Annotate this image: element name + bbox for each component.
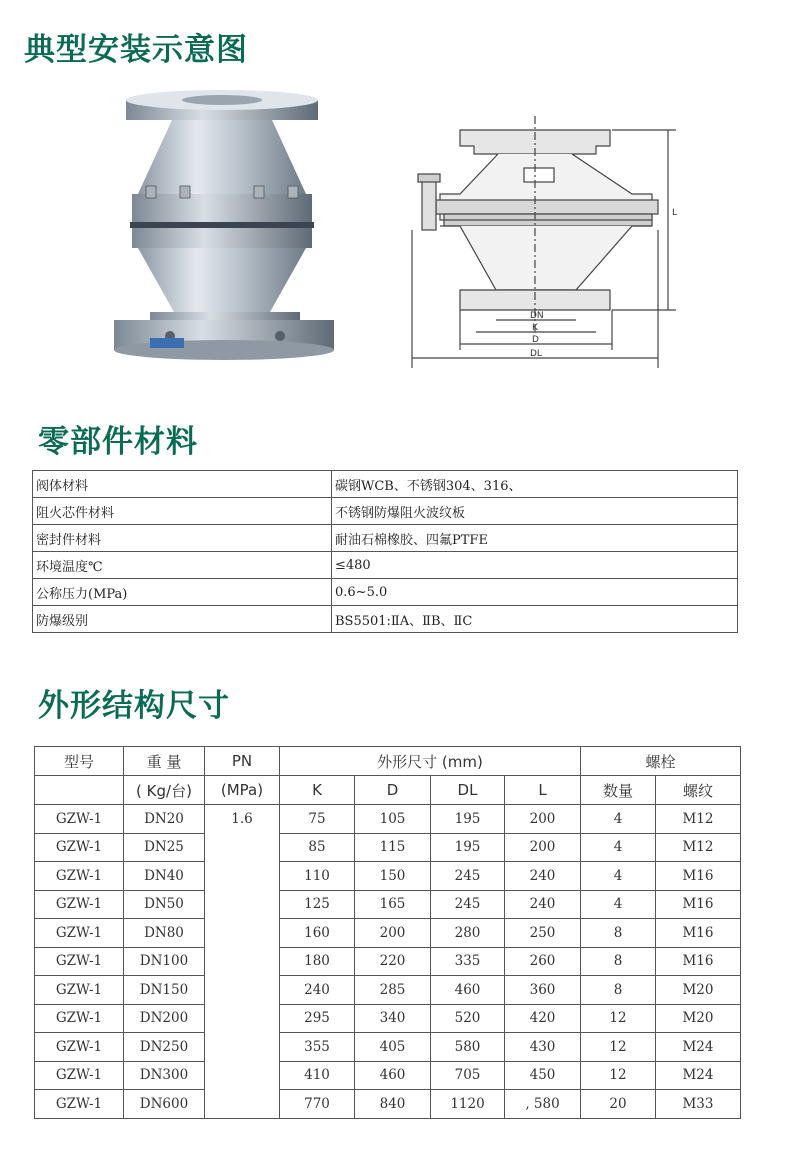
material-value: 碳钢WCB、不锈钢304、316、 <box>332 471 738 498</box>
cell-k: 770 <box>280 1090 355 1119</box>
cell-size: DN600 <box>124 1090 205 1119</box>
cell-k: 355 <box>280 1033 355 1062</box>
cell-k: 110 <box>280 862 355 891</box>
cell-model: GZW-1 <box>35 947 124 976</box>
cell-qty: 12 <box>581 1061 656 1090</box>
pn-cell: 1.6 <box>205 805 280 1119</box>
cell-d: 115 <box>355 833 431 862</box>
materials-title: 零部件材料 <box>38 424 198 460</box>
cell-dl: 280 <box>431 919 505 948</box>
cell-size: DN250 <box>124 1033 205 1062</box>
cell-dl: 245 <box>431 862 505 891</box>
table-row <box>35 805 741 834</box>
materials-row <box>33 579 738 606</box>
header-model: 型号 <box>35 747 124 776</box>
cell-model: GZW-1 <box>35 862 124 891</box>
cell-k: 295 <box>280 1004 355 1033</box>
cell-thread: M12 <box>656 805 741 834</box>
cell-size: DN80 <box>124 919 205 948</box>
cell-d: 285 <box>355 976 431 1005</box>
cell-d: 200 <box>355 919 431 948</box>
cell-thread: M16 <box>656 919 741 948</box>
cell-model: GZW-1 <box>35 805 124 834</box>
cell-d: 220 <box>355 947 431 976</box>
drawing-label-k: K <box>532 323 538 333</box>
cell-k: 85 <box>280 833 355 862</box>
dimensions-title: 外形结构尺寸 <box>38 688 230 724</box>
cell-d: 105 <box>355 805 431 834</box>
cell-model: GZW-1 <box>35 890 124 919</box>
material-value: BS5501:ⅡA、ⅡB、ⅡC <box>332 606 738 633</box>
drawing-label-l: L <box>672 208 678 218</box>
material-label: 防爆级别 <box>33 606 332 633</box>
header-weight-unit: ( Kg/台) <box>124 776 205 805</box>
cell-d: 405 <box>355 1033 431 1062</box>
cell-thread: M12 <box>656 833 741 862</box>
cell-size: DN50 <box>124 890 205 919</box>
header-outline: 外形尺寸 (mm) <box>280 747 581 776</box>
cell-model: GZW-1 <box>35 976 124 1005</box>
cell-l: 260 <box>505 947 581 976</box>
cell-dl: 520 <box>431 1004 505 1033</box>
cell-k: 125 <box>280 890 355 919</box>
cell-thread: M20 <box>656 976 741 1005</box>
cell-thread: M16 <box>656 947 741 976</box>
table-row <box>35 833 741 862</box>
header-thread: 螺纹 <box>656 776 741 805</box>
cell-qty: 12 <box>581 1004 656 1033</box>
header-model-empty <box>35 776 124 805</box>
materials-row <box>33 552 738 579</box>
cell-l: 450 <box>505 1061 581 1090</box>
dimensions-table <box>34 746 741 1119</box>
install-diagram-title: 典型安装示意图 <box>24 32 248 68</box>
flame-arrester-photo <box>110 86 340 376</box>
material-label: 环境温度℃ <box>33 552 332 579</box>
cell-qty: 20 <box>581 1090 656 1119</box>
cell-l: , 580 <box>505 1090 581 1119</box>
drawing-label-dn: DN <box>530 311 544 321</box>
materials-row <box>33 606 738 633</box>
cell-k: 180 <box>280 947 355 976</box>
cell-model: GZW-1 <box>35 1061 124 1090</box>
cell-qty: 4 <box>581 862 656 891</box>
material-value: 耐油石棉橡胶、四氟PTFE <box>332 525 738 552</box>
materials-table <box>32 470 738 633</box>
table-row <box>35 947 741 976</box>
section-drawing <box>400 110 700 385</box>
header-k: K <box>280 776 355 805</box>
cell-size: DN20 <box>124 805 205 834</box>
material-label: 公称压力(MPa) <box>33 579 332 606</box>
cell-size: DN200 <box>124 1004 205 1033</box>
cell-dl: 460 <box>431 976 505 1005</box>
header-l: L <box>505 776 581 805</box>
material-value: ≤480 <box>332 552 738 579</box>
cell-size: DN150 <box>124 976 205 1005</box>
cell-qty: 8 <box>581 919 656 948</box>
cell-qty: 4 <box>581 805 656 834</box>
cell-l: 420 <box>505 1004 581 1033</box>
cell-dl: 1120 <box>431 1090 505 1119</box>
cell-model: GZW-1 <box>35 1004 124 1033</box>
cell-thread: M20 <box>656 1004 741 1033</box>
cell-model: GZW-1 <box>35 919 124 948</box>
cell-d: 340 <box>355 1004 431 1033</box>
cell-size: DN40 <box>124 862 205 891</box>
cell-model: GZW-1 <box>35 1090 124 1119</box>
cell-dl: 580 <box>431 1033 505 1062</box>
cell-d: 840 <box>355 1090 431 1119</box>
cell-k: 75 <box>280 805 355 834</box>
drawing-label-d: D <box>532 335 539 345</box>
cell-dl: 335 <box>431 947 505 976</box>
header-dl: DL <box>431 776 505 805</box>
cell-k: 160 <box>280 919 355 948</box>
cell-dl: 245 <box>431 890 505 919</box>
header-weight: 重 量 <box>124 747 205 776</box>
header-d: D <box>355 776 431 805</box>
material-label: 阀体材料 <box>33 471 332 498</box>
cell-qty: 8 <box>581 976 656 1005</box>
cell-dl: 705 <box>431 1061 505 1090</box>
material-value: 0.6~5.0 <box>332 579 738 606</box>
cell-l: 360 <box>505 976 581 1005</box>
cell-qty: 4 <box>581 890 656 919</box>
cell-qty: 4 <box>581 833 656 862</box>
table-row <box>35 976 741 1005</box>
material-value: 不锈钢防爆阻火波纹板 <box>332 498 738 525</box>
cell-thread: M33 <box>656 1090 741 1119</box>
materials-row <box>33 471 738 498</box>
cell-thread: M24 <box>656 1061 741 1090</box>
table-row <box>35 1090 741 1119</box>
cell-thread: M24 <box>656 1033 741 1062</box>
header-pn: PN <box>205 747 280 776</box>
drawing-label-dl: DL <box>530 349 542 359</box>
cell-thread: M16 <box>656 862 741 891</box>
table-row <box>35 919 741 948</box>
material-label: 密封件材料 <box>33 525 332 552</box>
cell-dl: 195 <box>431 833 505 862</box>
table-row <box>35 890 741 919</box>
cell-d: 150 <box>355 862 431 891</box>
table-row <box>35 862 741 891</box>
cell-l: 200 <box>505 833 581 862</box>
cell-l: 250 <box>505 919 581 948</box>
header-bolt: 螺栓 <box>581 747 741 776</box>
cell-dl: 195 <box>431 805 505 834</box>
cell-model: GZW-1 <box>35 1033 124 1062</box>
cell-qty: 12 <box>581 1033 656 1062</box>
cell-thread: M16 <box>656 890 741 919</box>
header-qty: 数量 <box>581 776 656 805</box>
materials-row <box>33 498 738 525</box>
cell-d: 460 <box>355 1061 431 1090</box>
materials-row <box>33 525 738 552</box>
material-label: 阻火芯件材料 <box>33 498 332 525</box>
cell-l: 240 <box>505 890 581 919</box>
cell-k: 240 <box>280 976 355 1005</box>
cell-k: 410 <box>280 1061 355 1090</box>
table-row <box>35 1004 741 1033</box>
cell-qty: 8 <box>581 947 656 976</box>
cell-model: GZW-1 <box>35 833 124 862</box>
table-row <box>35 1061 741 1090</box>
cell-size: DN300 <box>124 1061 205 1090</box>
cell-size: DN25 <box>124 833 205 862</box>
table-row <box>35 1033 741 1062</box>
cell-l: 200 <box>505 805 581 834</box>
cell-l: 240 <box>505 862 581 891</box>
cell-d: 165 <box>355 890 431 919</box>
header-pn-unit: (MPa) <box>205 776 280 805</box>
cell-l: 430 <box>505 1033 581 1062</box>
cell-size: DN100 <box>124 947 205 976</box>
